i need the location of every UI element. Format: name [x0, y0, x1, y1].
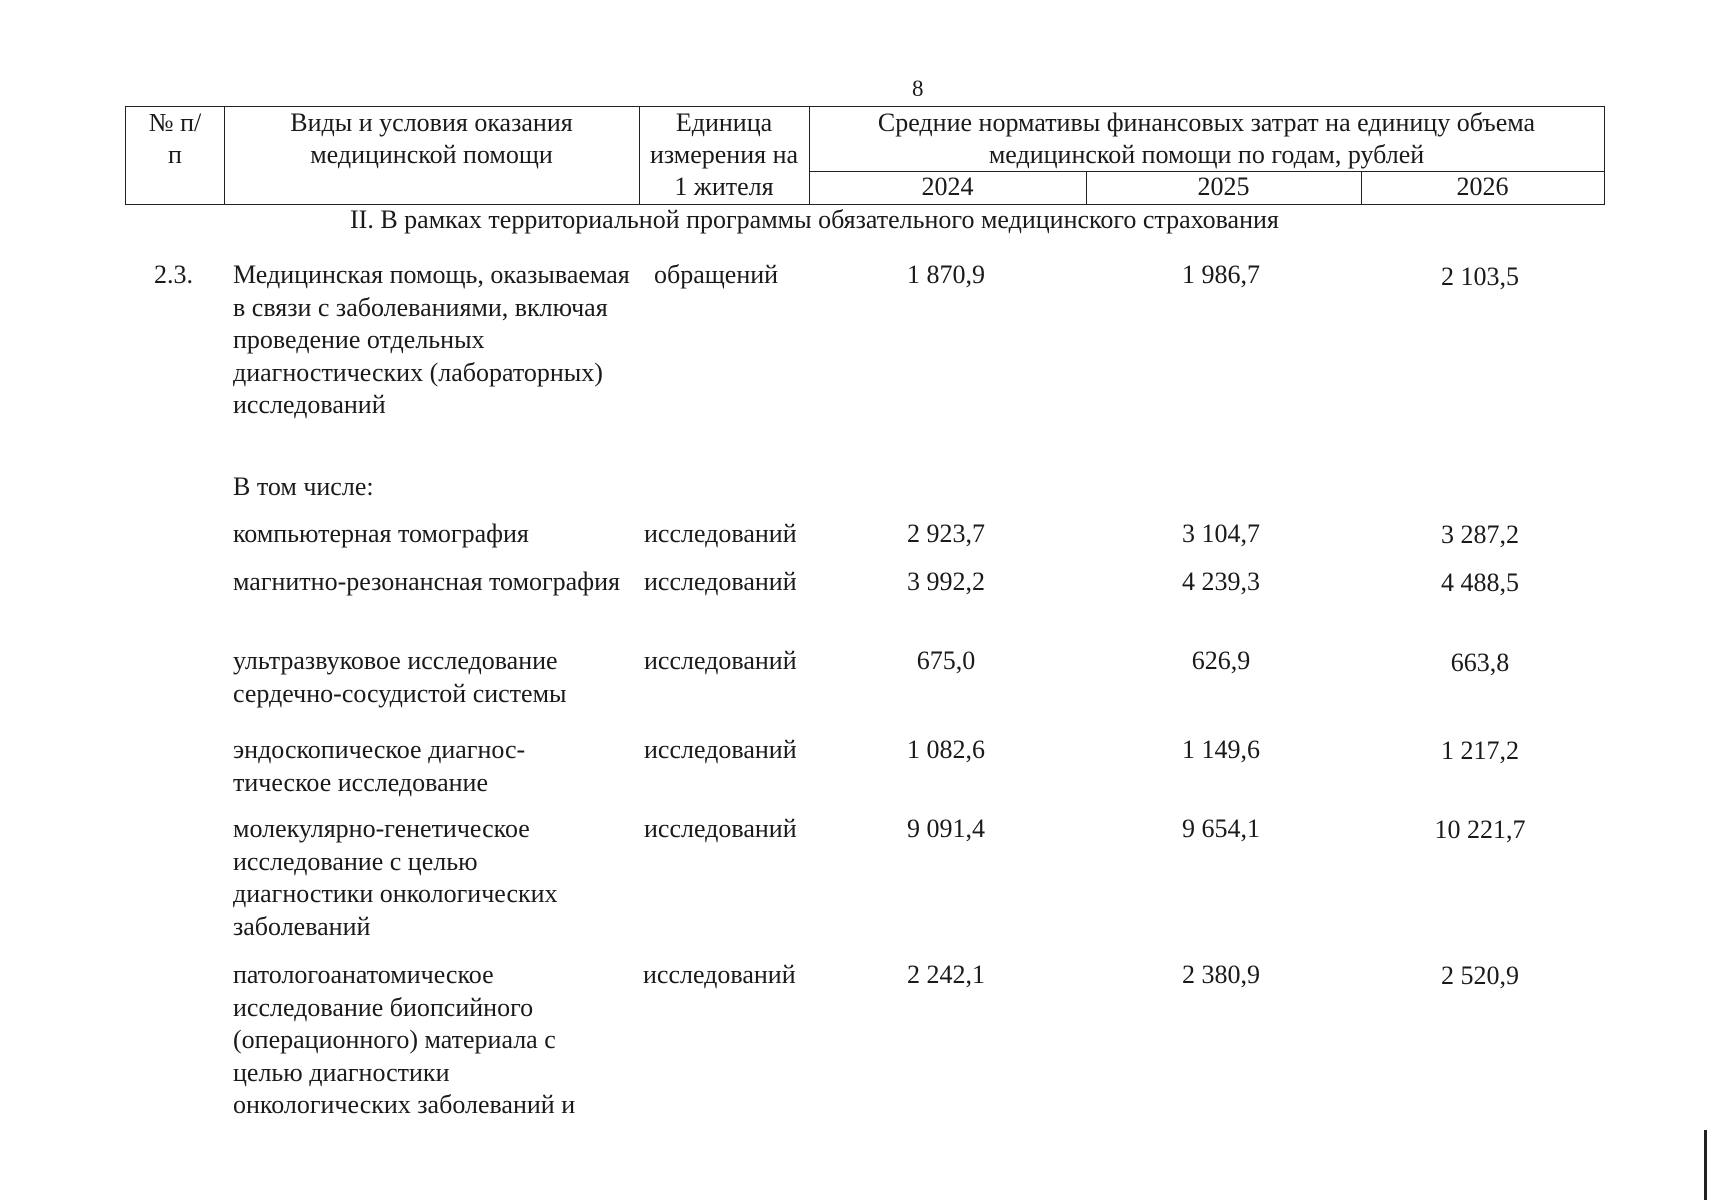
- value-2025: 3 104,7: [1182, 519, 1260, 548]
- row-name: молекулярно-генетическое исследование с целью диагностики онкологических заболеваний: [233, 814, 558, 941]
- page-number: 8: [912, 76, 924, 101]
- value-2024: 675,0: [916, 646, 976, 675]
- value-2025: 2 380,9: [1182, 960, 1260, 989]
- value-2026: 663,8: [1450, 648, 1510, 677]
- value-2026: 1 217,2: [1441, 736, 1519, 765]
- value-2024: 2 923,7: [907, 519, 985, 548]
- row-name: компьютерная томография: [233, 519, 529, 548]
- row-unit: исследований: [644, 735, 797, 764]
- value-2025: 4 239,3: [1182, 567, 1260, 596]
- row-unit: обращений: [654, 260, 779, 289]
- value-2025: 1 149,6: [1182, 735, 1260, 764]
- section-title: II. В рамках территориальной программы обязательного медицинского страхования: [350, 205, 1279, 234]
- value-2025: 1 986,7: [1182, 260, 1260, 289]
- value-2024: 3 992,2: [907, 567, 985, 596]
- value-2026: 4 488,5: [1441, 568, 1519, 597]
- row-unit: исследований: [644, 814, 797, 843]
- row-name: ультразвуковое исследование сердечно-сосудистой системы: [233, 646, 567, 708]
- row-name: магнитно-резонансная томография: [233, 567, 620, 596]
- row-name: патологоанатомическое исследование биопсийного (операционного) материала с целью диагностики онкологических заболеваний и: [233, 960, 576, 1119]
- value-2024: 2 242,1: [907, 960, 985, 989]
- row-unit: исследований: [644, 519, 797, 548]
- row-name: Медицинская помощь, оказываемая в связи с заболеваниями, включая проведение отдельных диагностических (лабораторных) исследований: [233, 260, 630, 419]
- row-number: 2.3.: [154, 260, 193, 289]
- value-2025: 626,9: [1191, 646, 1251, 675]
- column-header-norms: Средние нормативы финансовых затрат на единицу объема медицинской помощи по годам, рублей: [877, 108, 1536, 169]
- column-header-year-2025: 2025: [1197, 172, 1250, 201]
- column-header-unit: Единица измерения на 1 жителя: [649, 108, 799, 201]
- column-header-number: № п/п: [148, 108, 202, 169]
- column-header-year-2026: 2026: [1456, 172, 1509, 201]
- value-2026: 3 287,2: [1441, 520, 1519, 549]
- scan-edge: [1704, 1130, 1707, 1200]
- value-2026: 2 103,5: [1441, 262, 1519, 291]
- value-2026: 10 221,7: [1434, 815, 1526, 844]
- column-header-types: Виды и условия оказания медицинской помощи: [290, 108, 573, 169]
- row-unit: исследований: [644, 567, 797, 596]
- value-2025: 9 654,1: [1182, 814, 1260, 843]
- sub-heading: В том числе:: [233, 472, 374, 501]
- value-2024: 9 091,4: [907, 814, 985, 843]
- column-header-year-2024: 2024: [921, 172, 974, 201]
- table-header: [125, 106, 1605, 205]
- value-2024: 1 870,9: [907, 260, 985, 289]
- value-2024: 1 082,6: [907, 735, 985, 764]
- row-name: эндоскопическое диагнос-тическое исследование: [233, 735, 526, 797]
- row-unit: исследований: [644, 646, 797, 675]
- value-2026: 2 520,9: [1441, 961, 1519, 990]
- row-unit: исследований: [643, 960, 796, 989]
